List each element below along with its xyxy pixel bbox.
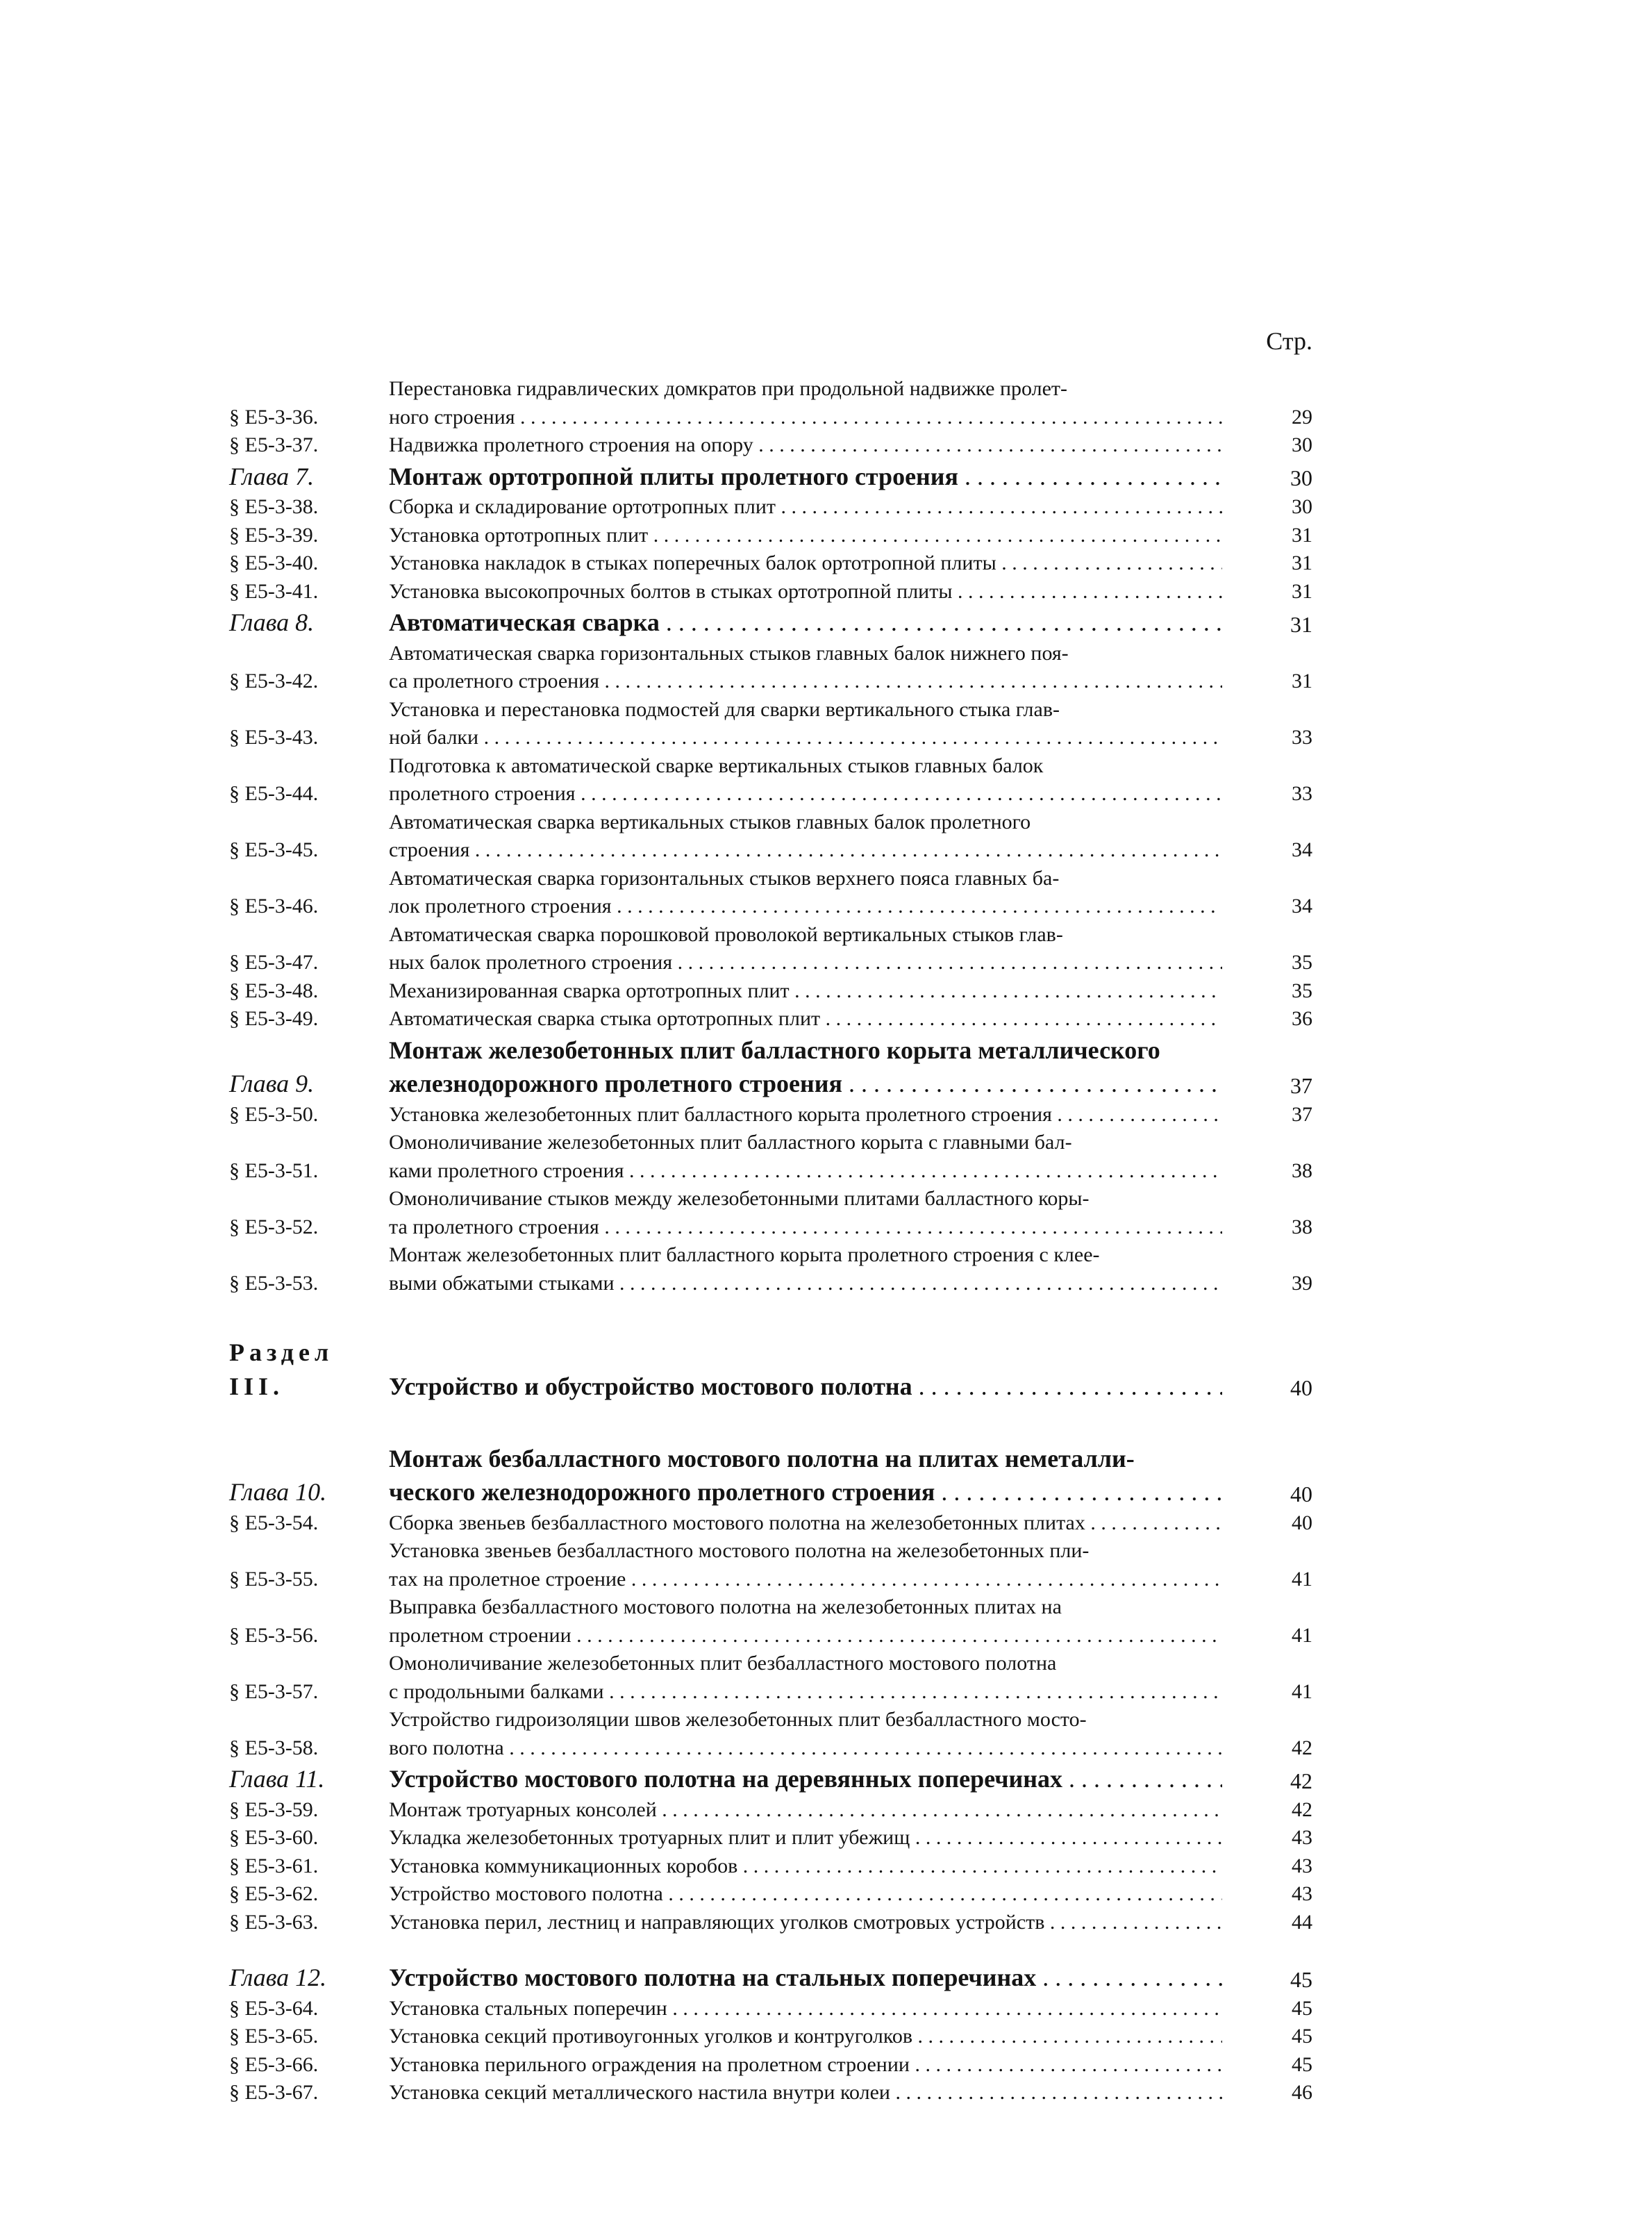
chapter-title: Устройство мостового полотна на деревянных поперечинах . . . [389,1762,1222,1796]
chapter-title: Монтаж ортотропной плиты пролетного строения . . . [389,460,1222,494]
toc-entry [229,808,1312,865]
entry-title: Установка высокопрочных болтов в стыках ортотропной плиты . . . [389,578,1222,606]
chapter-title: Устройство мостового полотна на стальных поперечинах . . . [389,1961,1222,1995]
entry-title: Автоматическая сварка вертикальных стыков главных балок пролетного строения . . . [389,808,1222,865]
toc-entry [229,977,1312,1006]
entry-page: 36 [1292,1007,1312,1031]
entry-title: Установка секций противоугонных уголков и контруголков . . . [389,2023,1222,2051]
entry-code: § Е5-3-56. [229,1623,319,1647]
page-number-column-header: Стр. [1266,327,1312,355]
entry-page: 31 [1292,579,1312,603]
toc-entry [229,549,1312,578]
entry-page: 41 [1292,1623,1312,1647]
toc-chapter [229,1961,1312,1995]
section-code: Раздел III. [229,1338,334,1400]
entry-page: 40 [1292,1511,1312,1534]
toc-entry [229,1650,1312,1706]
chapter-title: Автоматическая сварка . . . [389,606,1222,640]
chapter-code: Глава 11. [229,1765,325,1793]
entry-page: 37 [1292,1102,1312,1126]
chapter-title: Монтаж безбалластного мостового полотна на плитах неметалли- ческого железнодорожного пролетного строения . . . [389,1442,1222,1509]
entry-page: 42 [1290,1768,1312,1793]
toc-entry [229,431,1312,460]
entry-title: Установка и перестановка подмостей для сварки вертикального стыка глав- ной балки . . . [389,696,1222,752]
toc-entry [229,1706,1312,1762]
entry-page: 45 [1292,2052,1312,2076]
entry-code: § Е5-3-64. [229,1996,319,2020]
toc-entry [229,1101,1312,1129]
toc-entry [229,1909,1312,1937]
entry-page: 35 [1292,979,1312,1002]
entry-title: Установка железобетонных плит балластного корыта пролетного строения . . . [389,1101,1222,1129]
entry-title: Установка накладок в стыках поперечных балок ортотропной плиты . . . [389,549,1222,578]
toc-entry [229,2023,1312,2051]
entry-code: § Е5-3-53. [229,1271,319,1295]
entry-page: 45 [1292,2025,1312,2048]
entry-title: Автоматическая сварка стыка ортотропных плит . . . [389,1005,1222,1034]
entry-page: 29 [1292,405,1312,429]
entry-title: Сборка и складирование ортотропных плит . . . [389,493,1222,522]
toc-entry [229,1537,1312,1593]
entry-title: Автоматическая сварка порошковой проволокой вертикальных стыков глав- ных балок пролетного строения . . . [389,921,1222,977]
entry-page: 33 [1292,726,1312,749]
toc-entry [229,921,1312,977]
toc-entry [229,1796,1312,1825]
entry-code: § Е5-3-51. [229,1159,319,1182]
entry-page: 30 [1292,433,1312,456]
toc-entry [229,1852,1312,1881]
entry-code: § Е5-3-46. [229,895,319,918]
entry-page: 40 [1290,1375,1312,1401]
entry-page: 30 [1290,465,1312,490]
entry-title: Установка перильного ограждения на пролетном строении . . . [389,2051,1222,2080]
toc-entry [229,640,1312,696]
entry-title: Монтаж железобетонных плит балластного корыта пролетного строения с клее- выми обжатыми стыками . . . [389,1241,1222,1297]
entry-code: § Е5-3-54. [229,1511,319,1534]
entry-page: 35 [1292,951,1312,974]
entry-page: 34 [1292,838,1312,862]
toc-entry [229,1880,1312,1909]
entry-title: Механизированная сварка ортотропных плит . . . [389,977,1222,1006]
chapter-code: Глава 12. [229,1964,327,1992]
entry-title: Монтаж тротуарных консолей . . . [389,1796,1222,1825]
entry-title: Выправка безбалластного мостового полотна на железобетонных плитах на пролетном строении . . . [389,1593,1222,1650]
entry-code: § Е5-3-43. [229,726,319,749]
entry-code: § Е5-3-48. [229,979,319,1002]
entry-page: 43 [1292,1826,1312,1850]
entry-code: § Е5-3-39. [229,523,319,547]
entry-page: 46 [1292,2081,1312,2105]
entry-page: 38 [1292,1215,1312,1238]
toc-entry [229,1005,1312,1034]
entry-code: § Е5-3-66. [229,2052,319,2076]
entry-title: Установка секций металлического настила внутри колеи . . . [389,2079,1222,2107]
entry-title: Надвижка пролетного строения на опору . . . [389,431,1222,460]
entry-title: Установка ортотропных плит . . . [389,522,1222,550]
entry-title: Автоматическая сварка горизонтальных стыков верхнего пояса главных ба- лок пролетного строения . . . [389,865,1222,921]
toc-entry [229,1129,1312,1185]
entry-page: 43 [1292,1854,1312,1877]
entry-code: § Е5-3-52. [229,1215,319,1238]
entry-page: 45 [1292,1996,1312,2020]
entry-title: Сборка звеньев безбалластного мостового полотна на железобетонных плитах . . . [389,1509,1222,1538]
toc-entry [229,1995,1312,2023]
chapter-code: Глава 7. [229,462,315,490]
entry-page: 44 [1292,1910,1312,1934]
entry-title: Автоматическая сварка горизонтальных стыков главных балок нижнего поя- са пролетного строения . . . [389,640,1222,696]
entry-code: § Е5-3-50. [229,1102,319,1126]
entry-code: § Е5-3-65. [229,2025,319,2048]
entry-code: § Е5-3-55. [229,1567,319,1591]
chapter-code: Глава 8. [229,608,315,637]
entry-page: 42 [1292,1736,1312,1759]
entry-code: § Е5-3-37. [229,433,319,456]
entry-page: 43 [1292,1882,1312,1906]
entry-code: § Е5-3-41. [229,579,319,603]
toc-entry [229,1824,1312,1852]
toc-chapter [229,1762,1312,1796]
entry-title: Устройство гидроизоляции швов железобетонных плит безбалластного мосто- вого полотна . . . [389,1706,1222,1762]
entry-code: § Е5-3-47. [229,951,319,974]
toc-entry [229,2051,1312,2080]
entry-title: Установка перил, лестниц и направляющих уголков смотровых устройств . . . [389,1909,1222,1937]
entry-title: Укладка железобетонных тротуарных плит и плит убежищ . . . [389,1824,1222,1852]
entry-page: 45 [1290,1966,1312,1992]
entry-code: § Е5-3-38. [229,495,319,519]
chapter-title: Монтаж железобетонных плит балластного корыта металлического железнодорожного пролетного строения . . . [389,1034,1222,1101]
entry-title: Омоноличивание стыков между железобетонными плитами балластного коры- та пролетного строения . . . [389,1185,1222,1241]
entry-code: § Е5-3-61. [229,1854,319,1877]
entry-code: § Е5-3-40. [229,551,319,575]
entry-page: 38 [1292,1159,1312,1182]
entry-title: Перестановка гидравлических домкратов при продольной надвижке пролет- ного строения . . . [389,375,1222,431]
toc-entry [229,1509,1312,1538]
toc-chapter [229,606,1312,640]
entry-page: 33 [1292,782,1312,806]
chapter-code: Глава 9. [229,1070,315,1098]
entry-title: Устройство мостового полотна . . . [389,1880,1222,1909]
toc-entry [229,493,1312,522]
entry-code: § Е5-3-58. [229,1736,319,1759]
toc-chapter [229,1442,1312,1509]
entry-code: § Е5-3-59. [229,1798,319,1821]
entry-title: Омоноличивание железобетонных плит балластного корыта с главными бал- ками пролетного строения . . . [389,1129,1222,1185]
toc-entry [229,375,1312,431]
entry-page: 37 [1290,1072,1312,1098]
chapter-code: Глава 10. [229,1478,327,1507]
entry-page: 31 [1290,611,1312,637]
entry-code: § Е5-3-42. [229,670,319,693]
entry-page: 39 [1292,1271,1312,1295]
section-title: Устройство и обустройство мостового полотна . . . [389,1370,1222,1404]
toc-entry [229,522,1312,550]
toc-section [229,1336,1312,1403]
entry-code: § Е5-3-63. [229,1910,319,1934]
entry-code: § Е5-3-45. [229,838,319,862]
entry-page: 31 [1292,523,1312,547]
entry-title: Подготовка к автоматической сварке вертикальных стыков главных балок пролетного строения . . . [389,752,1222,808]
toc-entry [229,1185,1312,1241]
entry-code: § Е5-3-57. [229,1679,319,1703]
entry-title: Установка звеньев безбалластного мостового полотна на железобетонных пли- тах на пролетное строение . . . [389,1537,1222,1593]
entry-code: § Е5-3-62. [229,1882,319,1906]
entry-title: Омоноличивание железобетонных плит безбалластного мостового полотна с продольными балками . . . [389,1650,1222,1706]
toc-entry [229,865,1312,921]
entry-page: 31 [1292,670,1312,693]
entry-page: 41 [1292,1679,1312,1703]
toc-entry [229,752,1312,808]
entry-code: § Е5-3-67. [229,2081,319,2105]
toc-entry [229,1241,1312,1297]
table-of-contents [229,375,1312,2107]
entry-title: Установка коммуникационных коробов . . . [389,1852,1222,1881]
entry-page: 41 [1292,1567,1312,1591]
entry-page: 31 [1292,551,1312,575]
toc-entry [229,2079,1312,2107]
entry-page: 40 [1290,1481,1312,1507]
toc-chapter [229,1034,1312,1101]
entry-page: 30 [1292,495,1312,519]
toc-entry [229,696,1312,752]
toc-entry [229,578,1312,606]
entry-page: 34 [1292,895,1312,918]
entry-code: § Е5-3-36. [229,405,319,429]
entry-code: § Е5-3-60. [229,1826,319,1850]
entry-code: § Е5-3-44. [229,782,319,806]
entry-code: § Е5-3-49. [229,1007,319,1031]
toc-entry [229,1593,1312,1650]
entry-page: 42 [1292,1798,1312,1821]
entry-title: Установка стальных поперечин . . . [389,1995,1222,2023]
toc-chapter [229,460,1312,494]
